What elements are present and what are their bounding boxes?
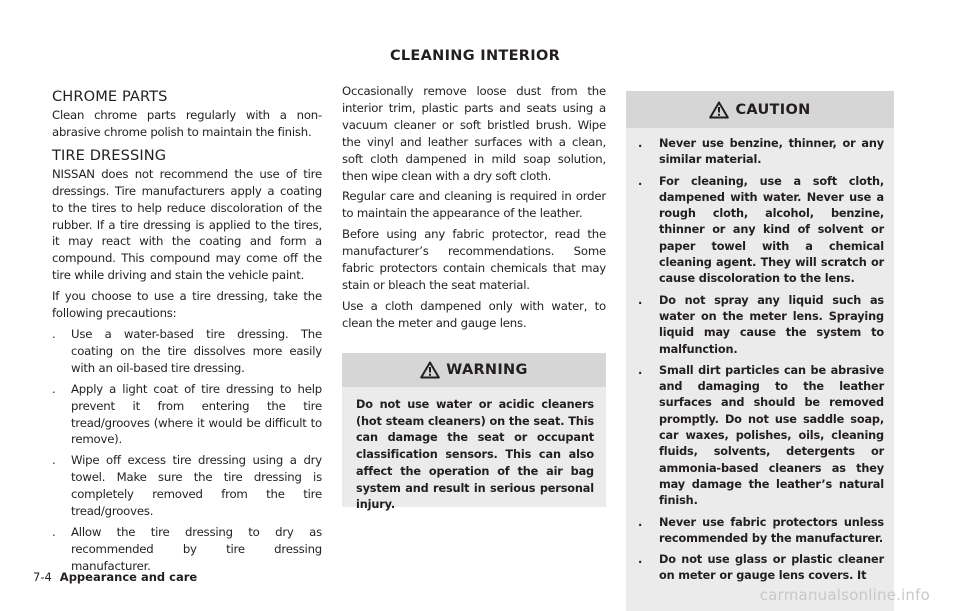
- warning-header: [342, 353, 606, 387]
- caution-body: [626, 128, 894, 611]
- bullet-mark: .: [638, 515, 643, 529]
- section-title: CLEANING INTERIOR: [389, 48, 561, 64]
- caution-box: [626, 91, 894, 611]
- tire-dressing-text: NISSAN does not recommend the use of tire dressings. Tire manufacturers apply a coating to the tires to help reduce discoloration of the rubber. If a tire dressing is applied to the tires, it may react with the coating and form a compound. This compound may come off the tire while driving and stain the vehicle paint.: [52, 166, 322, 283]
- list-item-text: Use a water-based tire dressing. The coating on the tire dissolves more easily with an oil-based tire dressing.: [71, 326, 322, 375]
- list-item: [638, 515, 884, 548]
- bullet-mark: .: [638, 174, 643, 188]
- warning-title: WARNING: [446, 362, 528, 378]
- leather-care-text: Regular care and cleaning is required in order to maintain the appearance of the leather.: [342, 189, 606, 221]
- warning-triangle-icon: [420, 361, 440, 379]
- caution-triangle-icon: [709, 101, 729, 119]
- list-item: [52, 326, 322, 377]
- tire-precautions-list: [52, 326, 322, 575]
- list-item: [52, 452, 322, 520]
- list-item-text: Allow the tire dressing to dry as recommended by tire dressing manufacturer.: [71, 524, 322, 573]
- list-item: [638, 136, 884, 169]
- footer-section-name: Appearance and care: [59, 570, 198, 584]
- heading-chrome-parts: CHROME PARTS: [52, 88, 168, 105]
- left-column: [52, 88, 322, 579]
- bullet-mark: .: [638, 137, 643, 150]
- warning-box: [342, 353, 606, 512]
- fabric-protector-text: Before using any fabric protector, read the manufacturer’s recommendations. Some fabric protectors contain chemicals that may stain or bleach the seat material.: [342, 227, 606, 292]
- bullet-mark: .: [638, 363, 643, 377]
- list-item: [52, 524, 322, 575]
- tire-precautions-intro: If you choose to use a tire dressing, take the following precautions:: [52, 289, 322, 321]
- list-item-text: Wipe off excess tire dressing using a dry towel. Make sure the tire dressing is completely removed from the tire tread/grooves.: [71, 453, 322, 519]
- bullet-mark: .: [638, 553, 643, 567]
- warning-body: [342, 387, 606, 512]
- meter-lens-text: Use a cloth dampened only with water, to clean the meter and gauge lens.: [342, 298, 606, 330]
- heading-tire-dressing: TIRE DRESSING: [52, 146, 167, 164]
- page-number: 7-4: [33, 570, 52, 584]
- interior-cleaning-text: Occasionally remove loose dust from the interior trim, plastic parts and seats using a vacuum cleaner or soft bristled brush. Wipe the vinyl and leather surfaces with a clean, soft cloth dampened in mild soap solution, then wipe clean with a dry soft cloth.: [342, 84, 606, 183]
- list-item: [638, 174, 884, 288]
- list-item: [638, 363, 884, 510]
- list-item-text: Small dirt particles can be abrasive and damaging to the leather surfaces and should be removed promptly. Do not use saddle soap, car waxes, polishes, oils, cleaning fluids, solvents, detergents or ammonia-based cleaners as they may damage the leather’s natural finish.: [659, 363, 884, 508]
- bullet-mark: .: [52, 453, 56, 468]
- caution-title: CAUTION: [735, 101, 811, 118]
- list-item-text: Never use benzine, thinner, or any similar material.: [659, 137, 884, 167]
- caution-header: [626, 91, 894, 128]
- watermark: carmanualsonline.info: [759, 586, 930, 604]
- list-item-text: Do not use glass or plastic cleaner on meter or gauge lens covers. It: [659, 553, 884, 583]
- list-item-text: Do not spray any liquid such as water on the meter lens. Spraying liquid may cause the system to malfunction.: [659, 293, 884, 356]
- list-item: [638, 552, 884, 585]
- bullet-mark: .: [638, 293, 643, 307]
- bullet-mark: .: [52, 524, 56, 539]
- list-item: [52, 381, 322, 449]
- bullet-mark: .: [52, 326, 56, 341]
- list-item-text: Apply a light coat of tire dressing to help prevent it from entering the tire tread/grooves (where it would be difficult to remove).: [71, 381, 322, 447]
- warning-text: Do not use water or acidic cleaners (hot steam cleaners) on the seat. This can damage the seat or occupant classification sensors. This can also affect the operation of the air bag system and result in serious personal injury.: [356, 398, 594, 512]
- page-footer: [33, 570, 197, 584]
- chrome-parts-text: Clean chrome parts regularly with a non-abrasive chrome polish to maintain the finish.: [52, 108, 322, 139]
- caution-list: [638, 136, 884, 585]
- list-item: [638, 293, 884, 358]
- middle-column: [342, 83, 606, 336]
- list-item-text: For cleaning, use a soft cloth, dampened with water. Never use a rough cloth, alcohol, benzine, thinner or any kind of solvent or paper towel with a chemical cleaning agent. They will scratch or cause discoloration to the lens.: [659, 174, 884, 286]
- list-item-text: Never use fabric protectors unless recommended by the manufacturer.: [659, 515, 884, 545]
- bullet-mark: .: [52, 381, 56, 396]
